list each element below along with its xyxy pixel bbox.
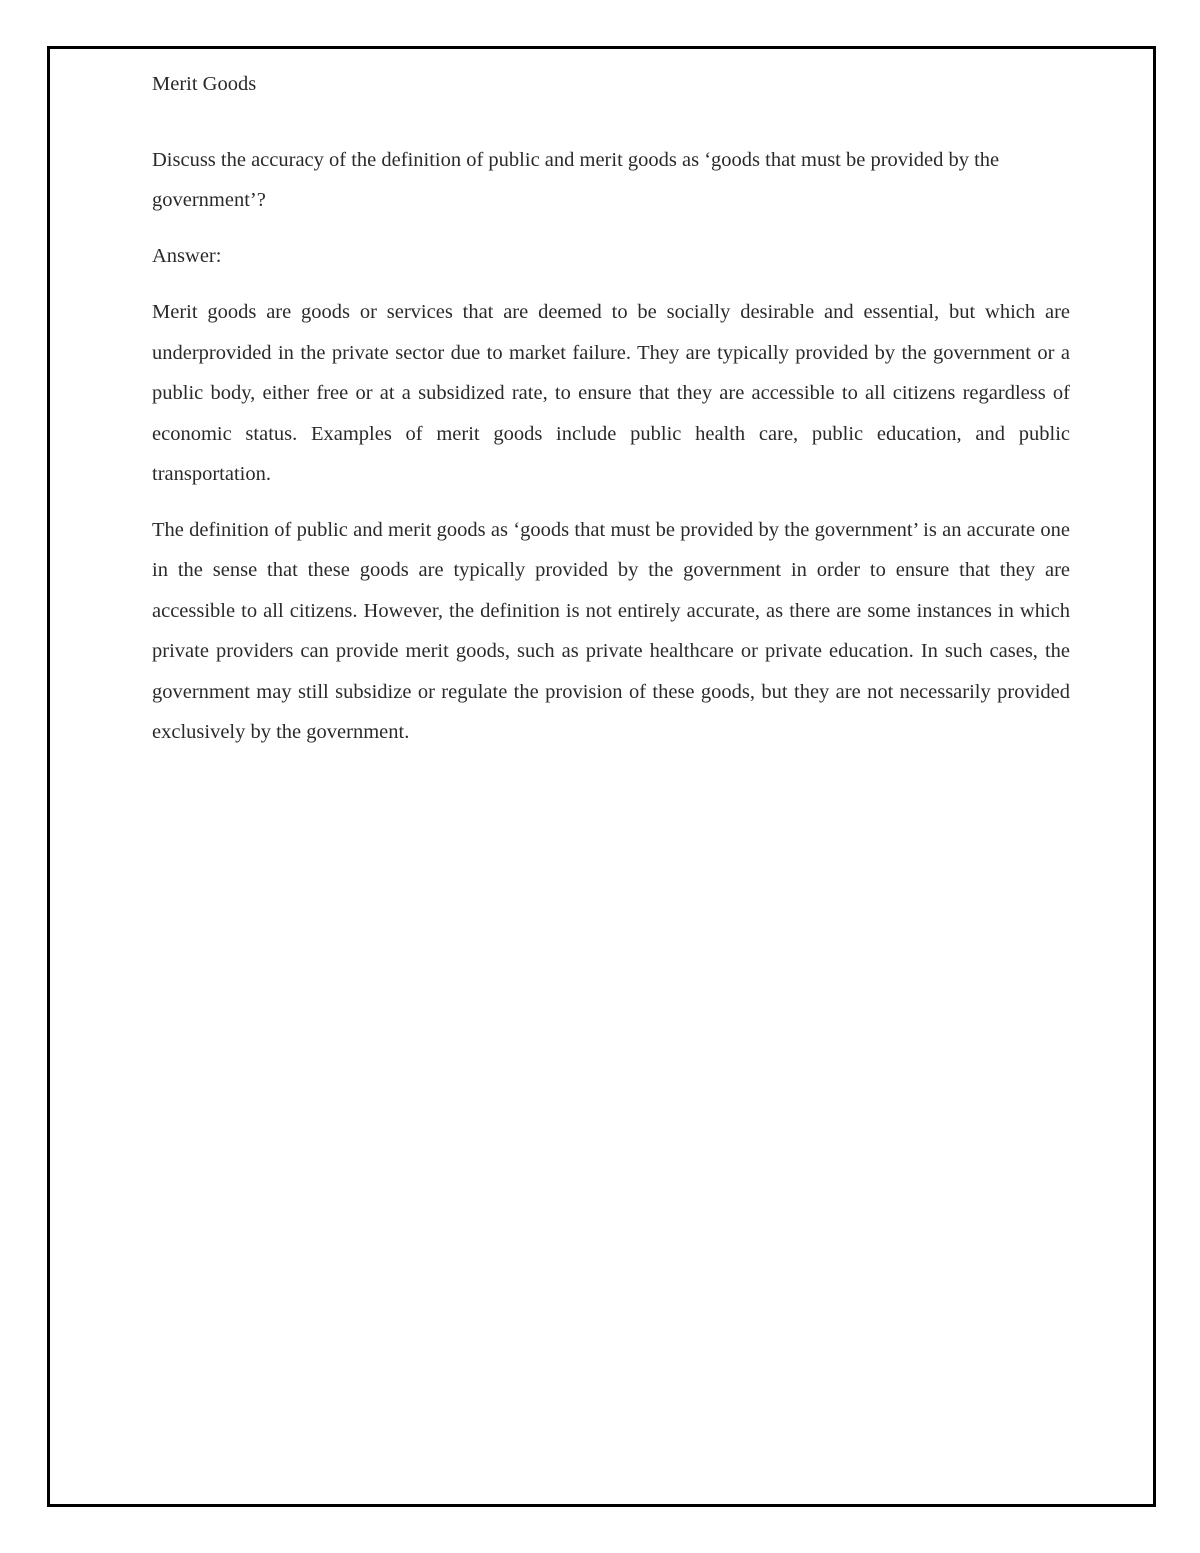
document-title: Merit Goods	[152, 73, 257, 95]
answer-label: Answer:	[152, 245, 222, 267]
answer-paragraph-1: Merit goods are goods or services that are deemed to be socially desirable and essential, but which are underprovided in the private sector due to market failure. They are typically provided by the government or a public body, either free or at a subsidized rate, to ensure that they are accessible to all citizens regardless of economic status. Examples of merit goods include public health care, public education, and public transportation.	[152, 301, 1070, 485]
answer-paragraph-2: The definition of public and merit goods as ‘goods that must be provided by the government’ is an accurate one in the sense that these goods are typically provided by the government in order to ensure that they are accessible to all citizens. However, the definition is not entirely accurate, as there are some instances in which private providers can provide merit goods, such as private healthcare or private education. In such cases, the government may still subsidize or regulate the provision of these goods, but they are not necessarily provided exclusively by the government.	[152, 518, 1070, 743]
document-body	[152, 70, 1070, 753]
question-text: Discuss the accuracy of the definition of public and merit goods as ‘goods that must be provided by the government’?	[152, 149, 1000, 211]
